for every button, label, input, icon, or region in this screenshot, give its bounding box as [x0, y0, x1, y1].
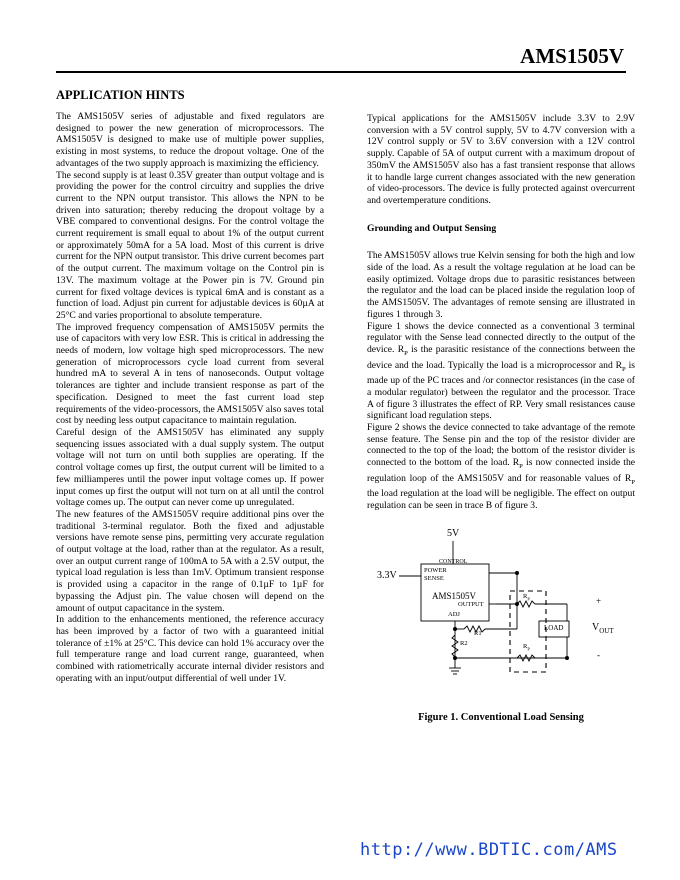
subscript: P	[404, 349, 408, 357]
figure-caption: Figure 1. Conventional Load Sensing	[418, 712, 584, 723]
label-load: LOAD	[544, 624, 564, 632]
text-run: is the parasitic resistance of the connections between the device and the load. Typically the load is a microprocessor and R	[367, 343, 635, 371]
paragraph: Typical applications for the AMS1505V include 3.3V to 2.9V conversion with a 5V control supply, 5V to 4.7V conversion with a 12V control supply or 5V to 3.6V conversion with a 12V control supply. Capable of 5A of output current with a maximum dropout of 350mV the AMS1505V also has a fast transient response that allows it to handle large current changes associated with the new generation of video-processors. The device is fully protected against overcurrent and overtemperature conditions.	[367, 113, 635, 206]
label-rp-text: R	[523, 643, 528, 650]
label-minus: -	[597, 650, 600, 660]
junction-dot	[515, 602, 519, 606]
paragraph: In addition to the enhancements mentioned, the reference accuracy has been improved by a factor of two with a guaranteed initial tolerance of ±1% at 25°C. This device can hold 1% accuracy over the full temperature range and load current range, guaranteed, when combined with ratiometrically accurate internal divider resistors and operating with an input/output differential of well under 1V.	[56, 614, 324, 684]
text-run: the load regulation at the load will be negligible. The effect on output regulation can be seen in trace B of figure 3.	[367, 488, 635, 512]
label-vout	[592, 622, 614, 635]
label-rp-subscript: P	[527, 646, 530, 652]
label-adj: ADJ	[448, 611, 460, 618]
paragraph	[367, 422, 635, 512]
text-run: is made up of the PC traces and /or connector resistances (in the case of a modular regulator) between the regulator and the processor. Trace A of figure 3 illustrates the effect of RP. Very small resistances cause significant load regulation steps.	[367, 359, 635, 422]
label-plus: +	[596, 596, 602, 606]
junction-dot	[453, 656, 457, 660]
label-5v: 5V	[447, 528, 460, 539]
label-control: CONTROL	[439, 559, 468, 565]
text-run: Figure 2 shows the device connected to take advantage of the remote sense feature. The Sense pin and the top of the resistor divider are connected to the top of the load; the bottom of the resistor divider is connected to the bottom of the load. R	[367, 421, 635, 469]
subscript: P	[621, 365, 626, 373]
label-power: POWER	[424, 567, 447, 574]
left-column	[56, 111, 324, 684]
junction-dot	[453, 627, 457, 631]
subscript: P	[631, 478, 635, 486]
paragraph: The second supply is at least 0.35V greater than output voltage and is providing the power for the control circuitry and supplies the drive current to the NPN output transistor. This allows the NPN to be driven into saturation; thereby reducing the dropout voltage by a VBE compared to conventional designs. For the control voltage the current requirement is small equal to about 1% of the output current or approximately 50mA for a 5A load. Most of this current is drive current for the NPN output transistor. This drive current becomes part of the output current. The maximum voltage on the Control pin is 13V. The maximum voltage at the Power pin is 7V. Ground pin current for fixed voltage devices is typical 6mA and is constant as a function of load. Adjust pin current for adjustable devices is 60µA at 25°C and varies proportional to absolute temperature.	[56, 169, 324, 321]
paragraph: Careful design of the AMS1505V has eliminated any supply sequencing issues associated with a dual supply system. The output voltage will not turn on until both supplies are operating. If the control voltage comes up first, the output current will be limited to a few milliamperes until the power input voltage comes up. If power input comes up first the output will not turn on at all until the control voltage comes up. The output can never come up unregulated.	[56, 426, 324, 509]
right-column	[367, 113, 635, 512]
junction-dot	[565, 656, 569, 660]
paragraph	[367, 321, 635, 422]
label-r2: R2	[460, 640, 468, 647]
subscript: P	[519, 463, 523, 470]
paragraph: The AMS1505V series of adjustable and fixed regulators are designed to power the new generation of microprocessors. The AMS1505V is designed to make use of multiple power supplies, existing in most systems, to reduce the dropout voltage. One of the advantages of the two supply approach is maximizing the efficiency.	[56, 111, 324, 169]
label-rp-top	[523, 593, 530, 601]
subheading: Grounding and Output Sensing	[367, 222, 497, 234]
label-rp-text: R	[523, 593, 528, 600]
resistor-rp-top	[517, 601, 535, 607]
label-vout-text: V	[592, 622, 600, 633]
label-vout-subscript: OUT	[599, 627, 614, 635]
junction-dot	[515, 571, 519, 575]
figure-1-circuit	[367, 528, 637, 708]
label-rp-bottom	[523, 643, 530, 651]
circuit-diagram	[367, 528, 637, 708]
label-output: OUTPUT	[458, 601, 484, 608]
footer-link[interactable]: http://www.BDTIC.com/AMS	[360, 840, 618, 860]
text-run: is now connected inside the regulation loop of the AMS1505V and for reasonable values of R	[367, 457, 635, 484]
label-rp-subscript: P	[527, 596, 530, 602]
section-title: APPLICATION HINTS	[56, 88, 185, 102]
paragraph: The new features of the AMS1505V require additional pins over the traditional 3-terminal regulator. Both the fixed and adjustable versions have remote sense pins, permitting very accurate regulation of output voltage at the load, rather than at the regulator. As a result, over an output current range of 100mA to 5A with a 2.5V output, the typical load regulation is less than 1mV. Optimum transient response is provided using a capacitor in the range of 0.1µF to 1µF for bypassing the Adjust pin. The value chosen will depend on the amount of output capacitance in the system.	[56, 508, 324, 614]
label-sense: SENSE	[424, 575, 444, 582]
paragraph: The improved frequency compensation of AMS1505V permits the use of capacitors with very low ESR. This is critical in addressing the needs of modern, low voltage high sped microprocessors. The new generation of microprocessors cycle load current from several hundred mA to several A in tens of nanoseconds. Output voltage tolerances are tighter and include transient response as part of the specification. Designed to meet the fast current load step requirements of the video-processors, the AMS1505V also saves total cost by needing less output capacitance to maintain regulation.	[56, 321, 324, 427]
text-run: Figure 1 shows the device connected as a conventional 3 terminal regulator with the Sense lead connected directly to the output of the device. R	[367, 320, 635, 355]
label-chip: AMS1505V	[432, 591, 477, 601]
label-3v3: 3.3V	[377, 570, 397, 581]
header-rule	[56, 71, 626, 73]
label-r1: R1	[474, 630, 482, 637]
paragraph: The AMS1505V allows true Kelvin sensing for both the high and low side of the load. As a result the voltage regulation at he load can be easily optimized. Voltage drops due to parasitic resistances between the regulator and the load can be placed inside the regulation loop of the AMS1505V. The advantages of remote sensing are illustrated in figures 1 through 3.	[367, 250, 635, 320]
document-header-title: AMS1505V	[520, 44, 624, 68]
